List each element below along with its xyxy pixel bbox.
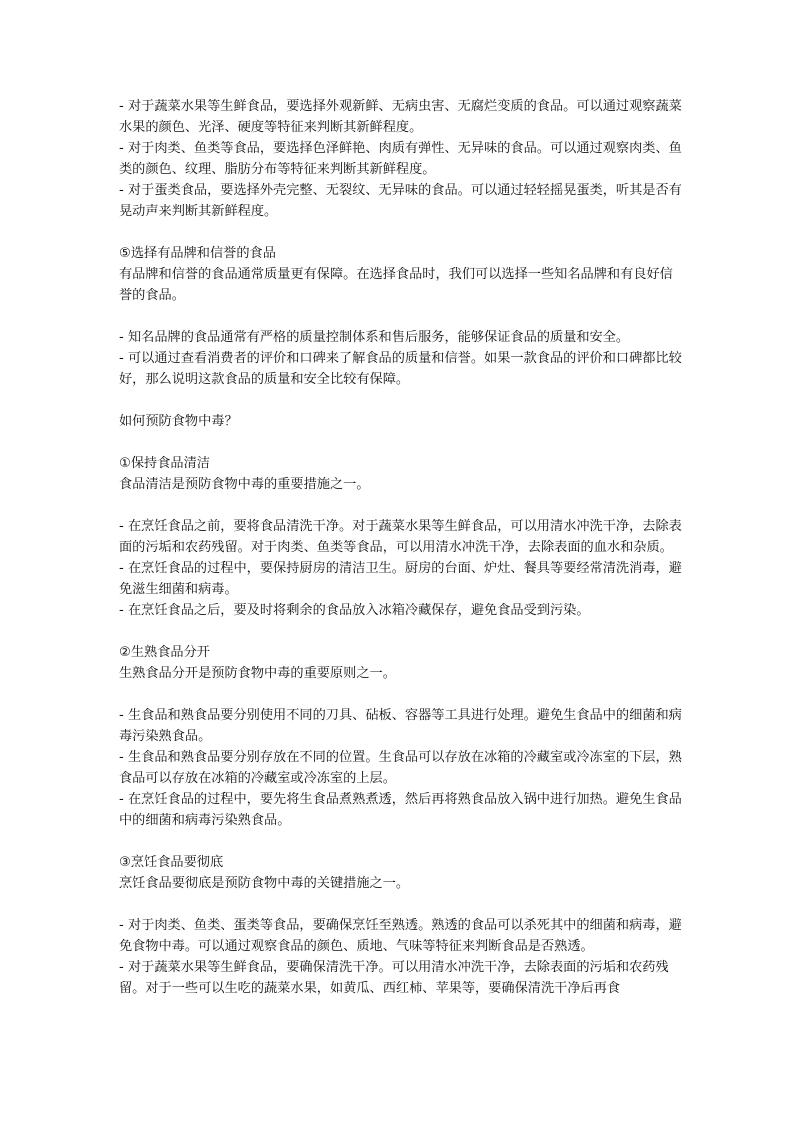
document-body	[119, 96, 685, 999]
section-heading-clean: ①保持食品清洁	[119, 456, 210, 471]
section-intro-thorough: 烹饪食品要彻底是预防食物中毒的关键措施之一。	[119, 876, 410, 891]
bullet-wash-before: - 在烹饪食品之前，要将食品清洗干净。对于蔬菜水果等生鲜食品，可以用清水冲洗干净，去除表面的污垢和农药残留。对于肉类、鱼类等食品，可以用清水冲洗干净，去除表面的血水和杂质。	[119, 519, 682, 555]
spacer	[119, 621, 685, 642]
section-intro-brand: 有品牌和信誉的食品通常质量更有保障。在选择食品时，我们可以选择一些知名品牌和有良好信誉的食品。	[119, 267, 673, 303]
spacer	[119, 684, 685, 705]
section-heading-separate: ②生熟食品分开	[119, 645, 210, 660]
section-intro-clean: 食品清洁是预防食物中毒的重要措施之一。	[119, 477, 370, 492]
section-intro-separate: 生熟食品分开是预防食物中毒的重要原则之一。	[119, 666, 396, 681]
bullet-separate-storage: - 生食品和熟食品要分别存放在不同的位置。生食品可以存放在冰箱的冷藏室或冷冻室的下层，熟食品可以存放在冰箱的冷藏室或冷冻室的上层。	[119, 750, 682, 786]
spacer	[119, 495, 685, 516]
spacer	[119, 222, 685, 243]
bullet-separate-tools: - 生食品和熟食品要分别使用不同的刀具、砧板、容器等工具进行处理。避免生食品中的细菌和病毒污染熟食品。	[119, 708, 682, 744]
question-heading: 如何预防食物中毒？	[119, 414, 238, 429]
bullet-eggs: - 对于蛋类食品，要选择外壳完整、无裂纹、无异味的食品。可以通过轻轻摇晃蛋类，听其是否有晃动声来判断其新鲜程度。	[119, 183, 682, 219]
spacer	[119, 306, 685, 327]
spacer	[119, 831, 685, 852]
spacer	[119, 432, 685, 453]
bullet-brand-reviews: - 可以通过查看消费者的评价和口碑来了解食品的质量和信誉。如果一款食品的评价和口碑都比较好，那么说明这款食品的质量和安全比较有保障。	[119, 351, 682, 387]
bullet-meat-fish: - 对于肉类、鱼类等食品，要选择色泽鲜艳、肉质有弹性、无异味的食品。可以通过观察肉类、鱼类的颜色、纹理、脂肪分布等特征来判断其新鲜程度。	[119, 141, 682, 177]
section-heading-brand: ⑤选择有品牌和信誉的食品	[119, 246, 276, 261]
bullet-cook-raw-first: - 在烹饪食品的过程中，要先将生食品煮熟煮透，然后再将熟食品放入锅中进行加热。避免生食品中的细菌和病毒污染熟食品。	[119, 792, 682, 828]
bullet-produce: - 对于蔬菜水果等生鲜食品，要选择外观新鲜、无病虫害、无腐烂变质的食品。可以通过观察蔬菜水果的颜色、光泽、硬度等特征来判断其新鲜程度。	[119, 99, 682, 135]
spacer	[119, 894, 685, 915]
spacer	[119, 390, 685, 411]
bullet-kitchen-hygiene: - 在烹饪食品的过程中，要保持厨房的清洁卫生。厨房的台面、炉灶、餐具等要经常清洗消毒，避免滋生细菌和病毒。	[119, 561, 682, 597]
section-heading-thorough: ③烹饪食品要彻底	[119, 855, 224, 870]
bullet-brand-quality: - 知名品牌的食品通常有严格的质量控制体系和售后服务，能够保证食品的质量和安全。	[119, 330, 630, 345]
bullet-refrigerate: - 在烹饪食品之后，要及时将剩余的食品放入冰箱冷藏保存，避免食品受到污染。	[119, 603, 590, 618]
bullet-cook-through: - 对于肉类、鱼类、蛋类等食品，要确保烹饪至熟透。熟透的食品可以杀死其中的细菌和病毒，避免食物中毒。可以通过观察食品的颜色、质地、气味等特征来判断食品是否熟透。	[119, 918, 682, 954]
bullet-wash-produce: - 对于蔬菜水果等生鲜食品，要确保清洗干净。可以用清水冲洗干净，去除表面的污垢和农药残留。对于一些可以生吃的蔬菜水果，如黄瓜、西红柿、苹果等，要确保清洗干净后再食	[119, 960, 669, 996]
